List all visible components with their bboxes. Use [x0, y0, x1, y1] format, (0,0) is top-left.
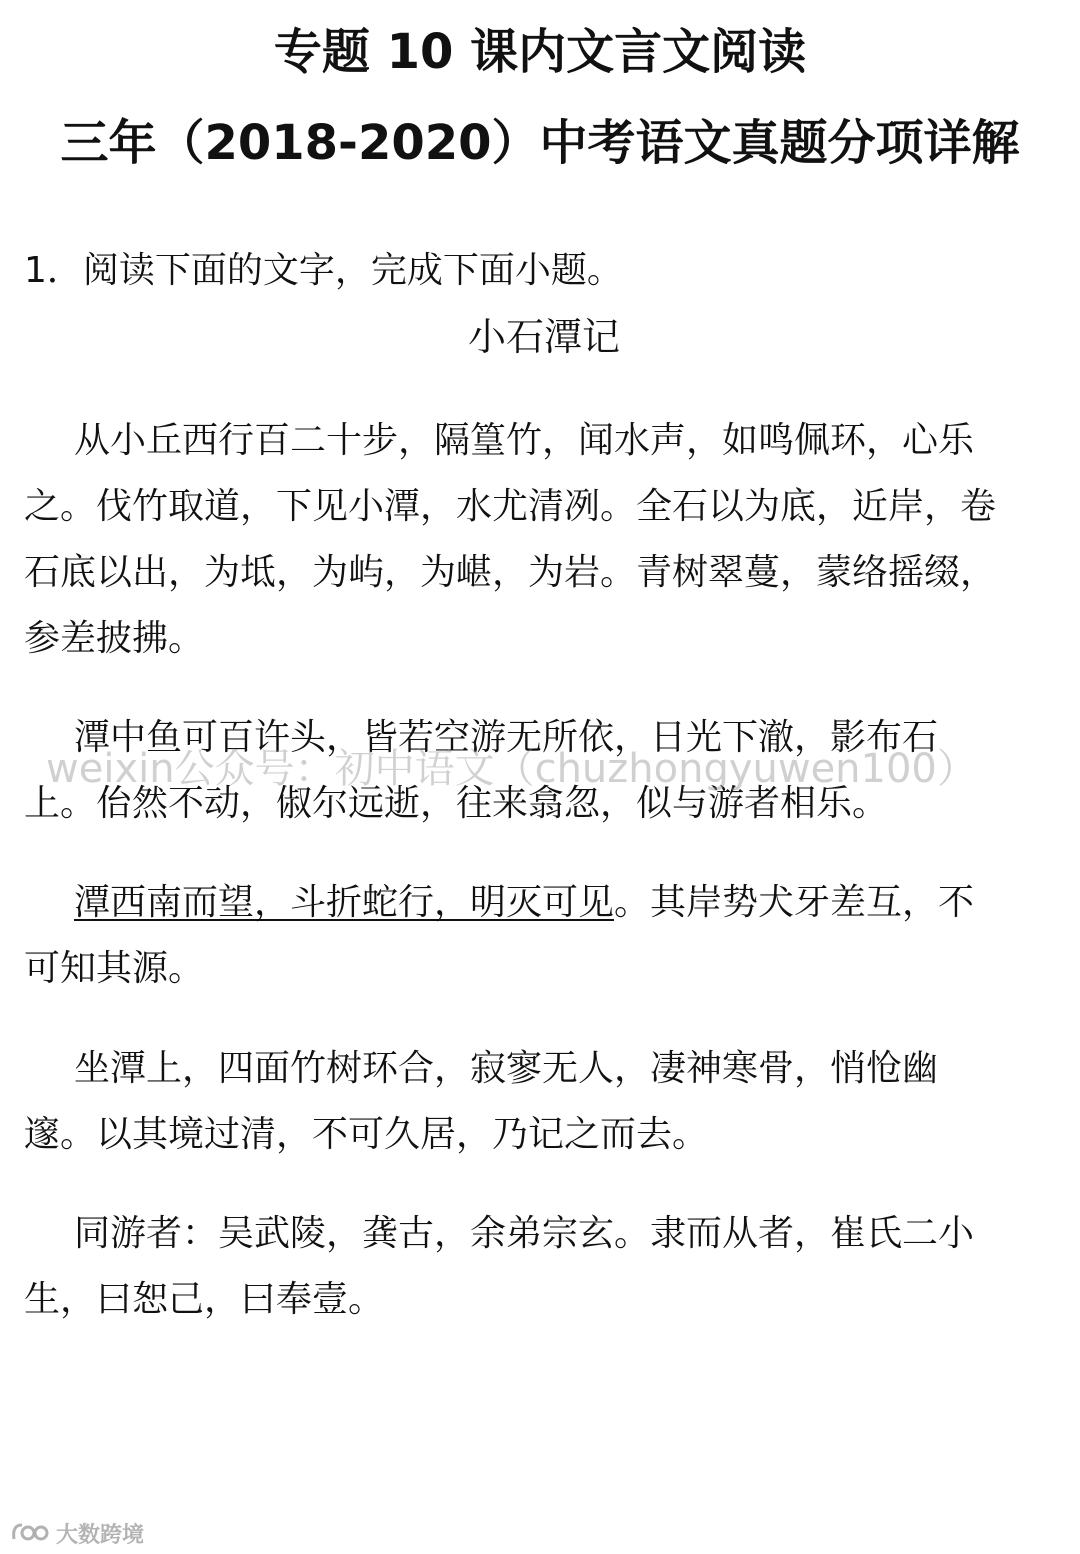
underlined-sentence: 潭西南而望，斗折蛇行，明灭可见 — [74, 882, 615, 923]
logo-text: 大数跨境 — [56, 1522, 145, 1548]
passage-paragraph-5 — [24, 1201, 1060, 1333]
paragraph-line: 上。佁然不动，俶尔远逝，往来翕忽，似与游者相乐。 — [24, 783, 889, 824]
paragraph-line: 坐潭上，四面竹树环合，寂寥无人，凄神寒骨，悄怆幽 — [74, 1048, 939, 1089]
paragraph-line: 生，曰恕己，曰奉壹。 — [24, 1279, 385, 1320]
paragraph-line — [24, 870, 1060, 936]
footer-logo — [10, 1516, 144, 1550]
paragraph-line: 从小丘西行百二十步，隔篁竹，闻水声，如鸣佩环，心乐 — [74, 420, 975, 461]
paragraph-line: 参差披拂。 — [24, 618, 205, 659]
passage-paragraph-4 — [24, 1036, 1060, 1168]
page-title: 专题 10 课内文言文阅读 — [273, 24, 807, 80]
paragraph-line: 同游者：吴武陵，龚古，余弟宗玄。隶而从者，崔氏二小 — [74, 1213, 975, 1254]
passage-paragraph-2 — [24, 705, 1060, 837]
paragraph-line: 之。伐竹取道，下见小潭，水尤清冽。全石以为底，近岸，卷 — [24, 486, 997, 527]
page-subtitle: 三年（2018-2020）中考语文真题分项详解 — [60, 115, 1020, 171]
watermark: weixin公众号：初中语文（chuzhongyuwen100） — [46, 746, 977, 792]
paragraph-line: 潭中鱼可百许头，皆若空游无所依，日光下澈，影布石 — [74, 717, 939, 758]
paragraph-line: 石底以出，为坻，为屿，为嵁，为岩。青树翠蔓，蒙络摇缀， — [24, 552, 997, 593]
passage-title: 小石潭记 — [467, 315, 620, 359]
logo-icon — [10, 1519, 50, 1547]
question-prompt: 1．阅读下面的文字，完成下面小题。 — [24, 250, 623, 291]
passage-paragraph-1 — [24, 408, 1060, 672]
paragraph-line: 邃。以其境过清，不可久居，乃记之而去。 — [24, 1114, 709, 1155]
paragraph-line: 可知其源。 — [24, 948, 205, 989]
passage-paragraph-3 — [24, 870, 1060, 1002]
paragraph-line-rest: 。其岸势犬牙差互，不 — [614, 882, 975, 923]
